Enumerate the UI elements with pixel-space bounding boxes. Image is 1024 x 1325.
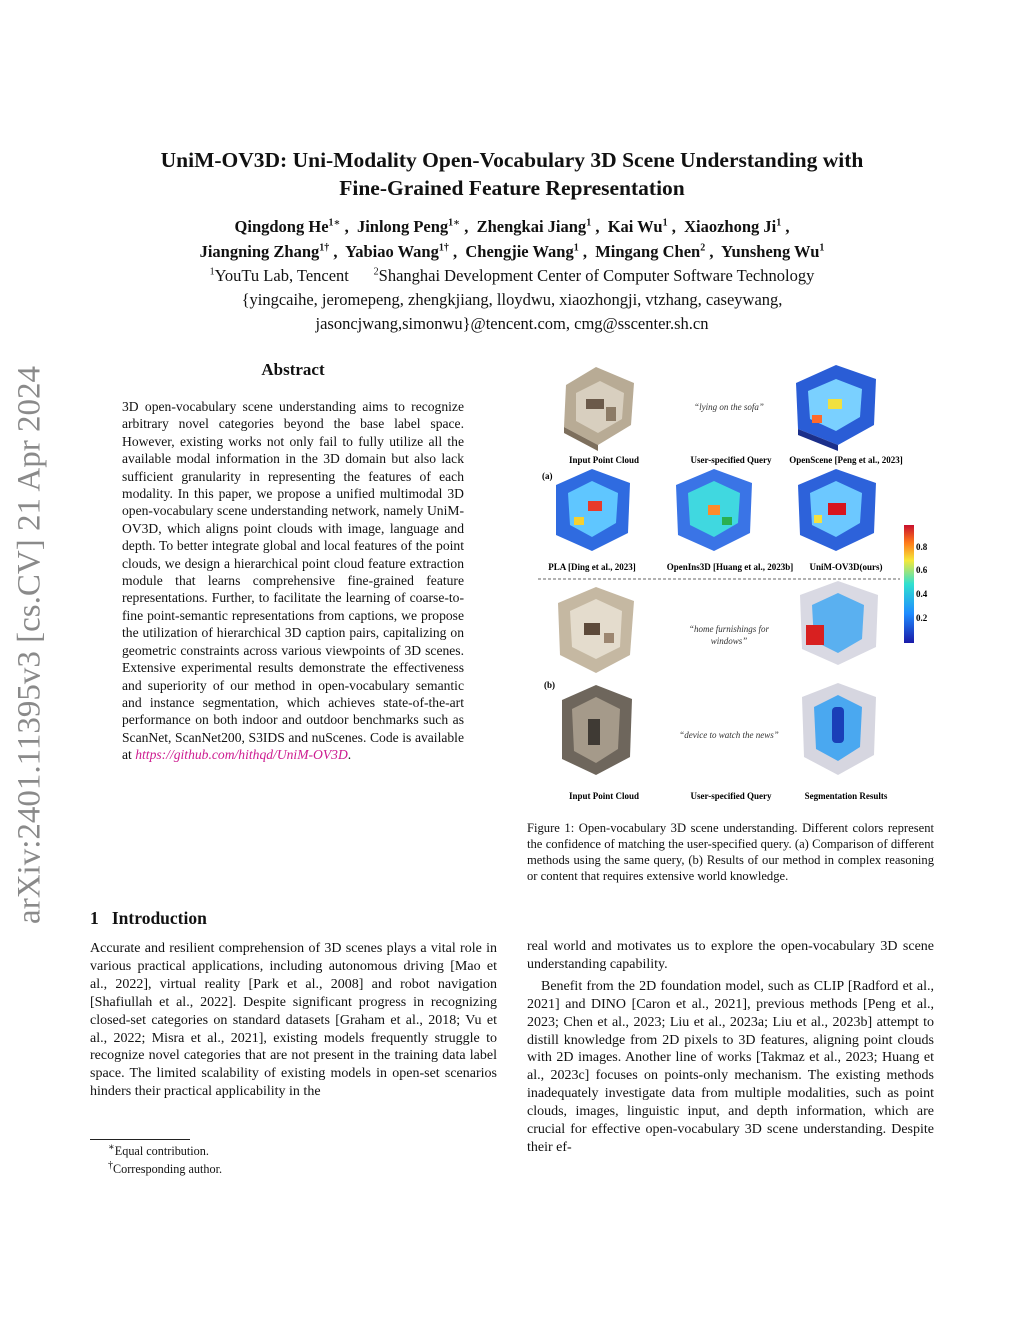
pla-result	[556, 469, 630, 551]
label-unim-ov3d: UniM-OV3D(ours)	[809, 562, 883, 572]
intro-paragraph: Benefit from the 2D foundation model, such as CLIP [Radford et al., 2021] and DINO [Caron et al., 2021], previous methods [Peng et al., 2023; Chen et al., 2023; Liu et al., 2023a; Liu et al., 2023b] attempt to distill knowledge from 2D pixels to 3D features, aligning point clouds with 2D images. Another line of works [Takmaz et al., 2023; Huang et al., 2023c] focuses on points-only mechanism. The existing methods inadequately investigate data from multiple modalities, such as point clouds, images, linguistic input, and depth information, which are crucial for effective open-vocabulary 3D scene understanding. Despite their ef-	[527, 978, 934, 1155]
author-name: Chengjie Wang	[465, 242, 574, 261]
colorbar-tick: 0.8	[916, 542, 928, 552]
input-point-cloud-b2	[562, 685, 632, 775]
figure-caption: Figure 1: Open-vocabulary 3D scene understanding. Different colors represent the confidence of matching the user-specified query. (a) Comparison of different methods using the same query, (b) Results of our method in complex reasoning or content that requires extensive world knowledge.	[527, 821, 934, 883]
colorbar	[904, 525, 914, 643]
intro-left-column: Accurate and resilient comprehension of 3D scenes plays a vital role in various practical applications, including autonomous driving [Mao et al., 2022], virtual reality [Park et al., 2008] and robot navigation [Shafiullah et al., 2022]. Despite significant progress in recognizing closed-set categories on standard datasets [Graham et al., 2018; Vu et al., 2022; Misra et al., 2021], existing models frequently struggle to recognize novel categories that are not present in the training data label space. The limited scalability of existing models in open-set scenarios hinders their practical applicability in the	[90, 941, 497, 1100]
panel-label-b: (b)	[544, 680, 555, 690]
email-line-2: jasoncjwang,simonwu}@tencent.com, cmg@sscenter.sh.cn	[315, 314, 709, 333]
label-user-query-b: User-specified Query	[690, 791, 772, 801]
section-heading-introduction: 1 Introduction	[90, 908, 207, 928]
query-text-a: “lying on the sofa”	[694, 402, 764, 412]
input-point-cloud-a	[564, 367, 634, 451]
intro-paragraph: real world and motivates us to explore the open-vocabulary 3D scene understanding capability.	[527, 939, 934, 972]
openscene-result	[796, 365, 876, 451]
abstract-text: 3D open-vocabulary scene understanding aims to recognize arbitrary novel categories beyond the base label space. However, existing works not only fail to fully utilize all the available modal information in the 3D domain but also lack sufficient granularity in representing the features of each modality. In this paper, we propose a unified multimodal 3D open-vocabulary scene understanding network, namely UniM-OV3D, which aligns point clouds with image, language and depth. To better integrate global and local features of the point clouds, we design a hierarchical point cloud feature extraction module that learns comprehensive fine-grained feature representations. Further, to facilitate the learning of coarse-to-fine point-semantic representations from captions, we propose the utilization of hierarchical 3D caption pairs, capitalizing on geometric constraints across various viewpoints of 3D scenes. Extensive experimental results demonstrate the effectiveness and superiority of our method in open-vocabulary semantic and instance segmentation, which achieves state-of-the-art performance on both indoor and outdoor benchmarks such as ScanNet, ScanNet200, S3IDS and nuScenes. Code is available at	[122, 399, 464, 763]
panel-label-a: (a)	[542, 471, 553, 481]
colorbar-tick: 0.4	[916, 589, 928, 599]
query-text-b2: “device to watch the news”	[679, 730, 779, 740]
author-name: Yunsheng Wu	[721, 242, 820, 261]
segmentation-result-b2	[802, 683, 876, 775]
author-line-1: Qingdong $He^{1∗}$ , Jinlong Peng$^{1∗}$ , Zhengkai Jiang$^1$ , Kai Wu$^1$ , Xiaozhong Ji$^1$ ,	[234, 217, 790, 236]
affiliation-line: $^1$YouTu Lab, Tencent $^2$Shanghai Development Center of Computer Software Technology	[209, 266, 815, 285]
label-user-query: User-specified Query	[690, 455, 772, 465]
label-segmentation-results: Segmentation Results	[804, 791, 888, 801]
label-openins3d: OpenIns3D [Huang et al., 2023b]	[666, 562, 794, 572]
label-pla: PLA [Ding et al., 2023]	[548, 562, 636, 572]
label-input-point-cloud-b: Input Point Cloud	[568, 791, 640, 801]
author-name: Kai Wu	[607, 217, 663, 236]
arxiv-identifier: arXiv:2401.11395v3 [cs.CV] 21 Apr 2024	[11, 366, 48, 924]
author-name: Jiangning Zhang	[199, 242, 320, 261]
label-input-point-cloud: Input Point Cloud	[568, 455, 640, 465]
intro-right-column	[527, 938, 934, 1157]
title-line-2: Fine-Grained Feature Representation	[339, 176, 685, 200]
author-list	[0, 214, 1024, 264]
email-line-1: {yingcaihe, jeromepeng, zhengkjiang, lloydwu, xiaozhongji, vtzhang, caseywang,	[241, 290, 783, 309]
query-text-b1: “home furnishings for	[688, 624, 770, 634]
footnote-rule	[90, 1139, 190, 1140]
figure-1	[536, 355, 928, 805]
input-point-cloud-b1	[558, 587, 634, 673]
footnote-corresponding-author: †Corresponding author.	[108, 1159, 222, 1176]
unim-ov3d-result	[798, 469, 876, 551]
abstract-heading: Abstract	[261, 360, 325, 379]
colorbar-tick: 0.6	[916, 565, 928, 575]
label-openscene: OpenScene [Peng et al., 2023]	[789, 455, 903, 465]
openins3d-result	[676, 469, 752, 551]
author-name: Zhengkai Jiang	[476, 217, 587, 236]
query-text-b1-cont: windows”	[710, 636, 748, 646]
author-name: Qingdong He	[234, 217, 329, 236]
arxiv-stamp	[6, 350, 54, 940]
affiliations	[0, 264, 1024, 336]
author-name: Xiaozhong Ji	[684, 217, 777, 236]
paper-title	[0, 146, 1024, 202]
segmentation-result-b1	[800, 581, 878, 665]
author-name: Yabiao Wang	[345, 242, 439, 261]
title-line-1: UniM-OV3D: Uni-Modality Open-Vocabulary 3D Scene Understanding with	[160, 148, 864, 172]
code-link[interactable]: https://github.com/hithqd/UniM-OV3D	[135, 747, 348, 763]
abstract-body: 3D open-vocabulary scene understanding aims to recognize arbitrary novel categories beyond the base label space. However, existing works not only fail to fully utilize all the available modal information in the 3D domain but also lack sufficient granularity in representing the features of each modality. In this paper, we propose a unified multimodal 3D open-vocabulary scene understanding network, namely UniM-OV3D, which aligns point clouds with image, language and depth. To better integrate global and local features of the point clouds, we design a hierarchical point cloud feature extraction module that learns comprehensive fine-grained feature representations. Further, to facilitate the learning of coarse-to-fine point-semantic representations from captions, we propose the utilization of hierarchical 3D caption pairs, capitalizing on geometric constraints across various viewpoints of 3D scenes. Extensive experimental results demonstrate the effectiveness and superiority of our method in open-vocabulary semantic and instance segmentation, which achieves state-of-the-art performance on both indoor and outdoor benchmarks such as ScanNet, ScanNet200, S3IDS and nuScenes. Code is available at https://github.com/hithqd/UniM-OV3D.	[122, 399, 464, 763]
colorbar-tick: 0.2	[916, 613, 928, 623]
author-line-2: Jiangning Zhang$^{1\dagger}$ , Yabiao Wang$^{1\dagger}$ , Chengjie Wang$^1$ , Mingang Chen$^2$ , Yunsheng Wu$^1$	[199, 242, 825, 261]
footnote-equal-contribution: ∗Equal contribution.	[108, 1141, 209, 1158]
author-name: Jinlong Peng	[356, 217, 449, 236]
author-name: Mingang Chen	[595, 242, 701, 261]
